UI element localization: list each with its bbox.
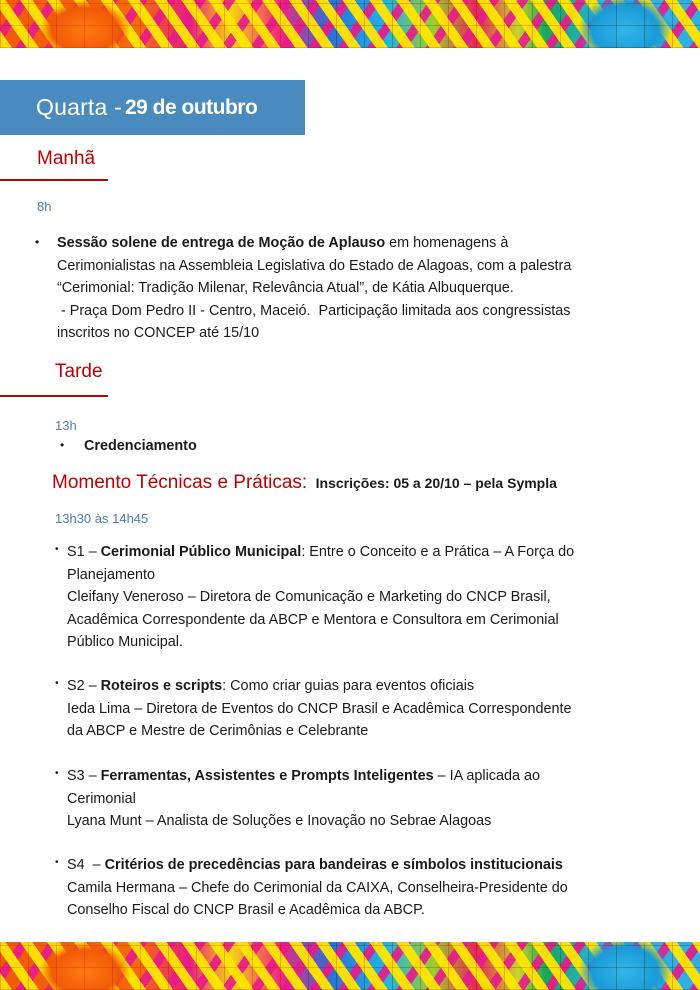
bottom-yarn-banner (0, 942, 700, 990)
session-s2: S2 – Roteiros e scripts: Como criar guias para eventos oficiais Ieda Lima – Diretora de Eventos do CNCP Brasil e Acadêmica Correspondente da ABCP e Mestre de Cerimônias e Celebrante (67, 678, 572, 739)
top-yarn-banner (0, 0, 700, 48)
session-s1: S1 – Cerimonial Público Municipal: Entre o Conceito e a Prática – A Força do Planejamento Cleifany Veneroso – Diretora de Comunicação e Marketing do CNCP Brasil, Acadêmica Correspondente da ABCP e Mentora e Consultora em Cerimonial Público Municipal. (67, 544, 575, 650)
credenciamento-item: Credenciamento (84, 438, 197, 454)
period-afternoon-label: Tarde (55, 361, 103, 382)
period-afternoon (0, 361, 108, 397)
session-time: 13h30 às 14h45 (55, 511, 149, 526)
event-date: 29 de outubro (124, 95, 258, 119)
registration-note: Inscrições: 05 a 20/10 – pela Sympla (315, 475, 557, 491)
session-title: Roteiros e scripts (100, 678, 223, 694)
bullet-icon: • (55, 678, 59, 689)
bullet-icon: • (60, 438, 65, 452)
period-morning-label: Manhã (37, 148, 96, 169)
session-title: Cerimonial Público Municipal (100, 544, 302, 560)
morning-session-title: Sessão solene de entrega de Moção de Aplauso (57, 235, 386, 251)
time-8h: 8h (37, 199, 52, 214)
day-header (0, 80, 305, 135)
session-s3: S3 – Ferramentas, Assistentes e Prompts Inteligentes – IA aplicada ao Cerimonial Lyana Munt – Analista de Soluções e Inovação no Sebrae Alagoas (67, 768, 540, 829)
session-s4: S4 – Critérios de precedências para bandeiras e símbolos institucionais Camila Hermana – Chefe do Cerimonial da CAIXA, Conselheira-Presidente do Conselho Fiscal do CNCP Brasil e Acadêmica da ABCP. (67, 857, 568, 918)
day-of-week: Quarta - (36, 94, 122, 120)
momento-heading (52, 472, 557, 494)
momento-title: Momento Técnicas e Práticas: (52, 472, 308, 493)
session-title: Ferramentas, Assistentes e Prompts Inteligentes (100, 768, 434, 784)
period-morning (0, 148, 108, 181)
period-divider (0, 179, 108, 181)
morning-session-item: Sessão solene de entrega de Moção de Aplauso em homenagens à Cerimonialistas na Assembleia Legislativa do Estado de Alagoas, com a palestra “Cerimonial: Tradição Milenar, Relevância Atual”, de Kátia Albuquerque. - Praça Dom Pedro II - Centro, Maceió. Participação limitada aos congressistas inscritos no CONCEP até 15/10 (57, 235, 572, 341)
period-divider (0, 395, 108, 397)
bullet-icon: • (55, 544, 59, 555)
bullet-icon: • (55, 857, 59, 868)
time-13h: 13h (55, 418, 77, 433)
bullet-icon: • (55, 768, 59, 779)
bullet-icon: • (35, 235, 40, 249)
session-title: Critérios de precedências para bandeiras e símbolos institucionais (104, 857, 563, 873)
